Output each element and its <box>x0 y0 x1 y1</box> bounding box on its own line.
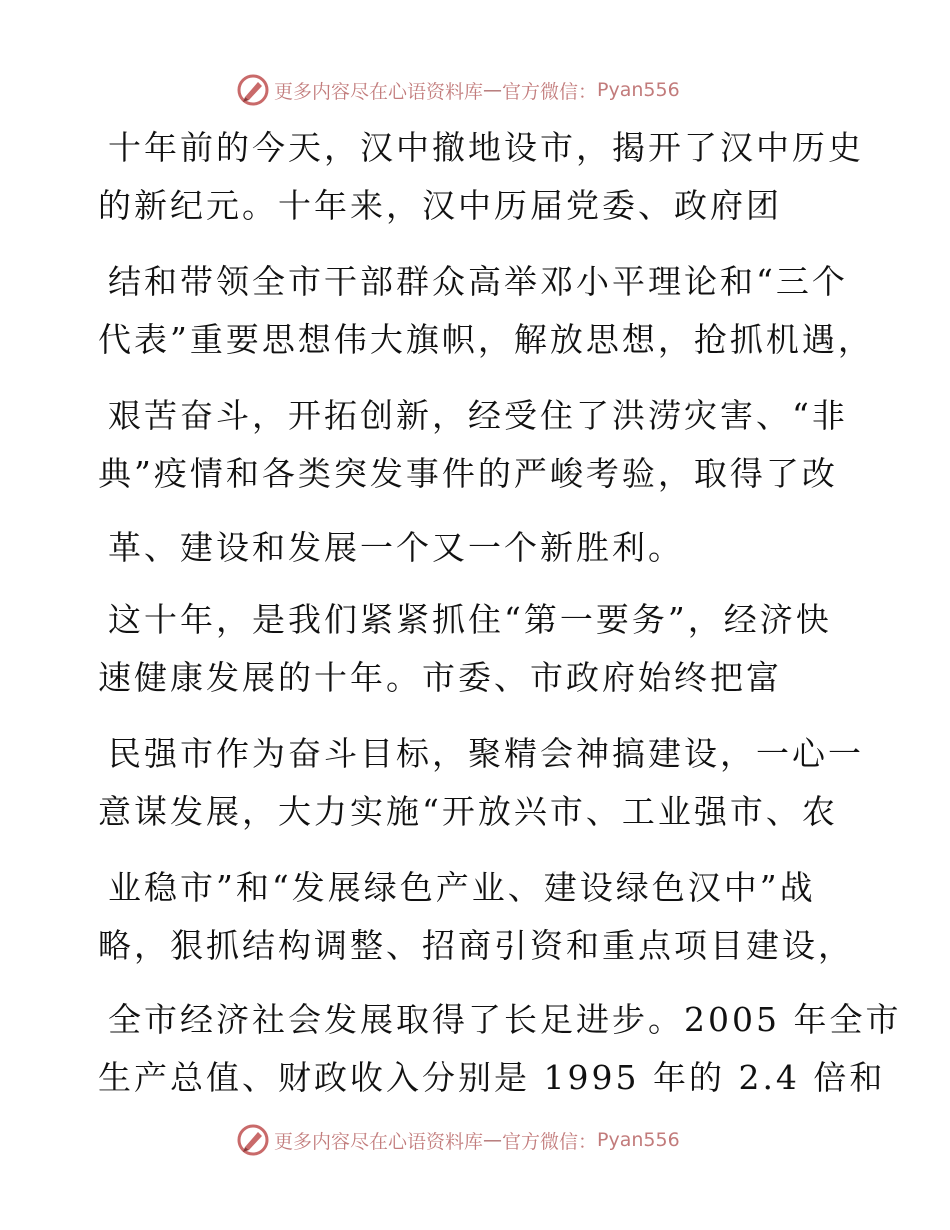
text-line: 典”疫情和各类突发事件的严峻考验，取得了改 <box>98 454 838 493</box>
watermark-separator: — <box>483 1129 503 1151</box>
watermark-official: 官方微信： <box>502 1130 598 1153</box>
text-line: 十年前的今天，汉中撤地设市，揭开了汉中历史 <box>108 128 864 167</box>
watermark-wechat-id: Pyan556 <box>597 79 680 101</box>
text-line: 速健康发展的十年。市委、市政府始终把富 <box>98 658 782 697</box>
watermark-separator: — <box>483 79 503 101</box>
text-line: 全市经济社会发展取得了长足进步。2005 年全市 <box>108 1000 902 1039</box>
watermark-official: 官方微信： <box>502 80 598 103</box>
text-line: 民强市作为奋斗目标，聚精会神搞建设，一心一 <box>108 734 864 773</box>
text-line: 意谋发展，大力实施“开放兴市、工业强市、农 <box>98 792 838 831</box>
pen-logo-icon <box>236 1123 270 1157</box>
text-line: 的新纪元。十年来，汉中历届党委、政府团 <box>98 186 782 225</box>
text-line: 艰苦奋斗，开拓创新，经受住了洪涝灾害、“非 <box>108 396 848 435</box>
text-line: 业稳市”和“发展绿色产业、建设绿色汉中”战 <box>108 868 816 907</box>
text-line: 代表”重要思想伟大旗帜，解放思想，抢抓机遇， <box>98 320 874 359</box>
watermark-text: 更多内容尽在心语资料库 <box>274 1130 484 1153</box>
text-line: 生产总值、财政收入分别是 1995 年的 2.4 倍和 <box>98 1058 886 1097</box>
footer-watermark <box>236 1120 680 1160</box>
text-line: 略，狠抓结构调整、招商引资和重点项目建设， <box>98 926 854 965</box>
pen-logo-icon <box>236 73 270 107</box>
text-line: 结和带领全市干部群众高举邓小平理论和“三个 <box>108 262 848 301</box>
header-watermark <box>236 70 680 110</box>
watermark-wechat-id: Pyan556 <box>597 1129 680 1151</box>
text-line: 革、建设和发展一个又一个新胜利。 <box>108 528 684 567</box>
watermark-text: 更多内容尽在心语资料库 <box>274 80 484 103</box>
text-line: 这十年，是我们紧紧抓住“第一要务”，经济快 <box>108 600 832 639</box>
